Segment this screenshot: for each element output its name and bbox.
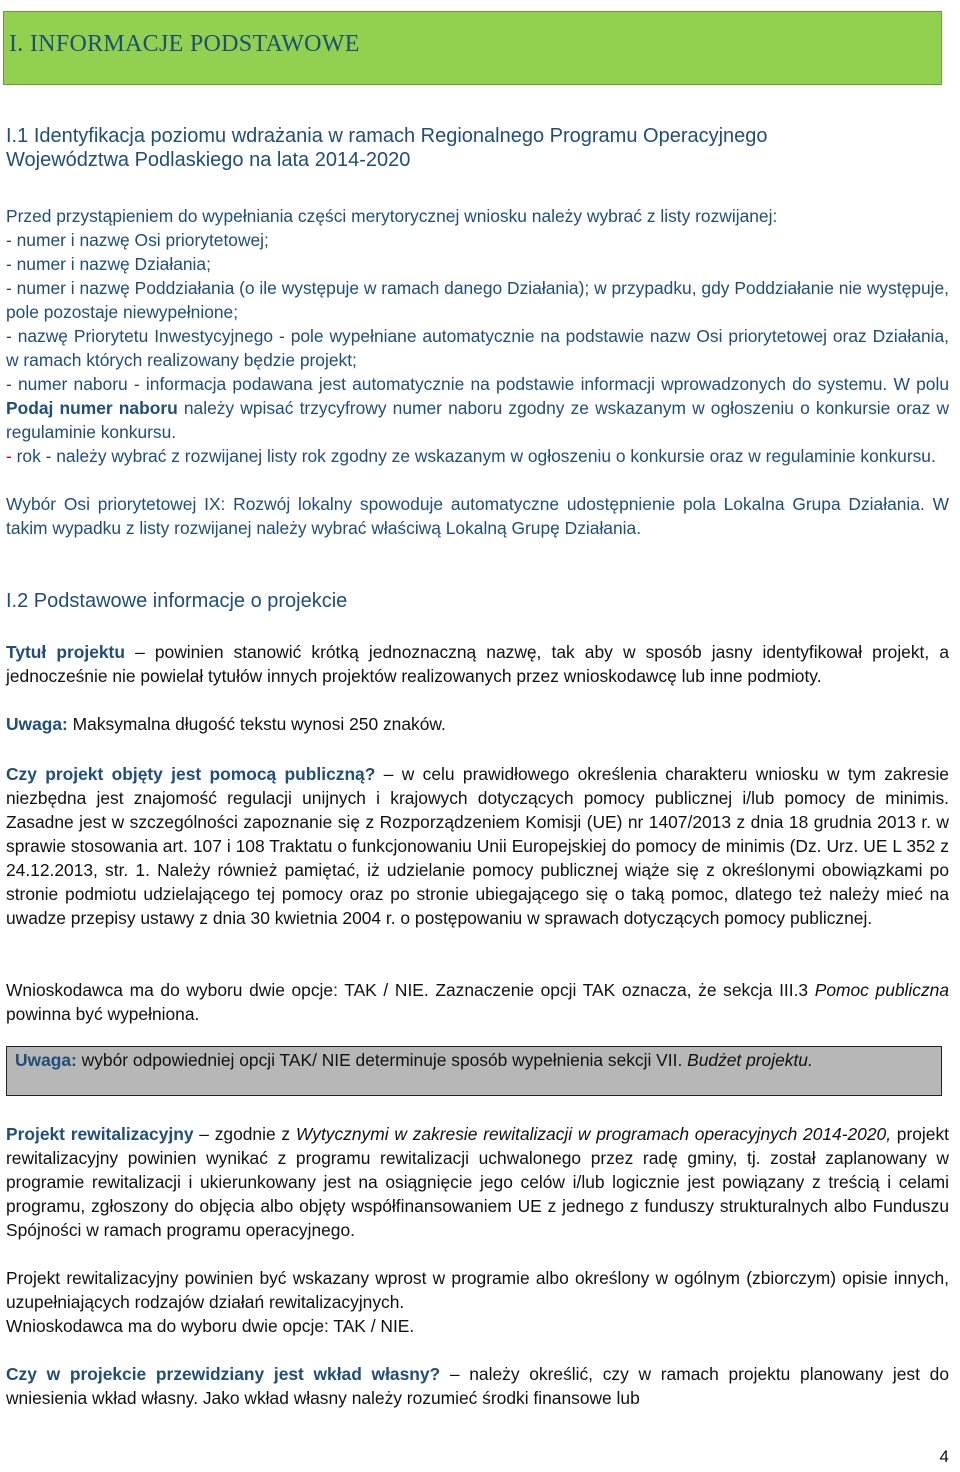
uwaga-paragraph — [6, 712, 949, 736]
term-label: Czy w projekcie przewidziany jest wkład własny? — [6, 1364, 441, 1384]
list-text: rok - należy wybrać z rozwijanej listy rok zgodny ze wskazanym w ogłoszeniu o konkursie oraz w regulaminie konkursu. — [11, 446, 936, 466]
list-text: - numer naboru - informacja podawana jest automatycznie na podstawie informacji wprowadzonych do systemu. W polu — [6, 374, 949, 394]
section-reference: Pomoc publiczna — [814, 980, 949, 1000]
field-name: Podaj numer naboru — [6, 398, 178, 418]
uwaga-box-text — [15, 1048, 935, 1072]
paragraph-text: Maksymalna długość tekstu wynosi 250 znaków. — [67, 714, 446, 734]
list-item: - numer i nazwę Poddziałania (o ile występuje w ramach danego Działania); w przypadku, gdy Poddziałanie nie występuje, pole pozostaje niewypełnione; — [6, 278, 949, 322]
subsection-title: 2 Podstawowe informacje o projekcie — [17, 590, 348, 612]
subsection-1-2-heading — [6, 589, 347, 613]
paragraph-text: – zgodnie z — [193, 1124, 296, 1144]
paragraph-text: – powinien stanowić krótką jednoznaczną nazwę, tak aby w sposób jasny identyfikował projekt, a jednocześnie nie powielał tytułów innych projektów realizowanych przez wnioskodawcę lub inne podmioty. — [6, 642, 949, 686]
subsection-number: I.1 — [6, 125, 29, 147]
section-title: I. INFORMACJE PODSTAWOWE — [9, 31, 360, 57]
osi-note-paragraph: Wybór Osi priorytetowej IX: Rozwój lokalny spowoduje automatyczne udostępnienie pola Lokalna Grupa Działania. W takim wypadku z listy rozwijanej należy wybrać właściwą Lokalną Grupę Działania. — [6, 494, 949, 538]
term-label: Projekt rewitalizacyjny — [6, 1124, 194, 1144]
list-item-rok — [6, 444, 949, 468]
term-label: Czy projekt objęty jest pomocą publiczną? — [6, 764, 376, 784]
list-dash: - — [6, 446, 12, 466]
term-label: Tytuł projektu — [6, 642, 125, 662]
paragraph-text: – w celu prawidłowego określenia charakteru wniosku w tym zakresie niezbędna jest znajomość regulacji unijnych i krajowych dotyczących pomocy publicznej i/lub pomocy de minimis. Zasadne jest w szczególności zapoznanie się z Rozporządzeniem Komisji (UE) nr 1407/2013 z dnia 18 grudnia 2013 r. w sprawie stosowania art. 107 i 108 Traktatu o funkcjonowaniu Unii Europejskiej do pomocy de minimis (Dz. Urz. UE L 352 z 24.12.2013, str. 1. Należy również pamiętać, iż udzielanie pomocy publicznej wiąże się z określonymi obowiązkami po stronie podmiotu udzielającego tej pomocy oraz po stronie ubiegającego się o taką pomoc, dlatego też należy mieć na uwadze przepisy ustawy z dnia 30 kwietnia 2004 r. o postępowaniu w sprawach dotyczących pomocy publicznej. — [6, 764, 949, 928]
list-item-numer-naboru — [6, 372, 949, 444]
list-text: należy wpisać trzycyfrowy numer naboru zgodny ze wskazanym w ogłoszeniu o konkursie oraz w regulaminie konkursu. — [6, 398, 950, 442]
subsection-number: I. — [6, 590, 18, 612]
term-label: Uwaga: — [6, 714, 68, 734]
pomoc-paragraph — [6, 762, 949, 930]
page-number: 4 — [939, 1447, 949, 1466]
list-item: - numer i nazwę Działania; — [6, 254, 211, 274]
subsection-1-1-heading — [6, 124, 768, 172]
paragraph-text: – należy określić, czy w ramach projektu planowany jest do wniesienia wkład własny. Jako wkład własny należy rozumieć środki finansowe lub — [6, 1364, 949, 1408]
rewit-paragraph-2: Projekt rewitalizacyjny powinien być wskazany wprost w programie albo określony w ogólnym (zbiorczym) opisie innych, uzupełniających rodzajów działań rewitalizacyjnych. — [6, 1268, 949, 1312]
wklad-paragraph — [6, 1362, 949, 1410]
rewit-paragraph — [6, 1122, 949, 1242]
subsection-title-line2: Województwa Podlaskiego na lata 2014-2020 — [6, 149, 411, 171]
intro-paragraph: Przed przystąpieniem do wypełniania części merytorycznej wniosku należy wybrać z listy rozwijanej: — [6, 206, 778, 226]
rewit-paragraph-3: Wnioskodawca ma do wyboru dwie opcje: TAK / NIE. — [6, 1316, 415, 1336]
uwaga-box — [6, 1046, 942, 1096]
opcje-paragraph — [6, 978, 949, 1026]
paragraph-text: projekt rewitalizacyjny powinien wynikać z programu rewitalizacji uchwalonego przez radę gminy, tj. został zaplanowany w programie rewitalizacji i ukierunkowany jest na osiągnięcie jego celów i/lub logicznie jest powiązany z treścią i celami programu, zgłoszony do objęcia albo objęty współfinansowaniem UE z jednego z funduszy strukturalnych albo Funduszu Spójności w ramach programu operacyjnego. — [6, 1124, 949, 1240]
subsection-title-line1: Identyfikacja poziomu wdrażania w ramach Regionalnego Programu Operacyjnego — [33, 125, 768, 147]
tytul-paragraph — [6, 640, 949, 688]
document-reference: Wytycznymi w zakresie rewitalizacji w programach operacyjnych 2014-2020, — [295, 1124, 892, 1144]
term-label: Uwaga: — [15, 1050, 77, 1070]
section-reference: Budżet projektu. — [687, 1050, 813, 1070]
paragraph-text: powinna być wypełniona. — [6, 1004, 200, 1024]
paragraph-text: Wnioskodawca ma do wyboru dwie opcje: TAK / NIE. Zaznaczenie opcji TAK oznacza, że sekcja III.3 — [6, 980, 815, 1000]
list-item: - nazwę Priorytetu Inwestycyjnego - pole wypełniane automatycznie na podstawie nazw Osi priorytetowej oraz Działania, w ramach których realizowany będzie projekt; — [6, 326, 949, 370]
paragraph-text: wybór odpowiedniej opcji TAK/ NIE determinuje sposób wypełnienia sekcji VII. — [76, 1050, 688, 1070]
list-item: - numer i nazwę Osi priorytetowej; — [6, 230, 269, 250]
